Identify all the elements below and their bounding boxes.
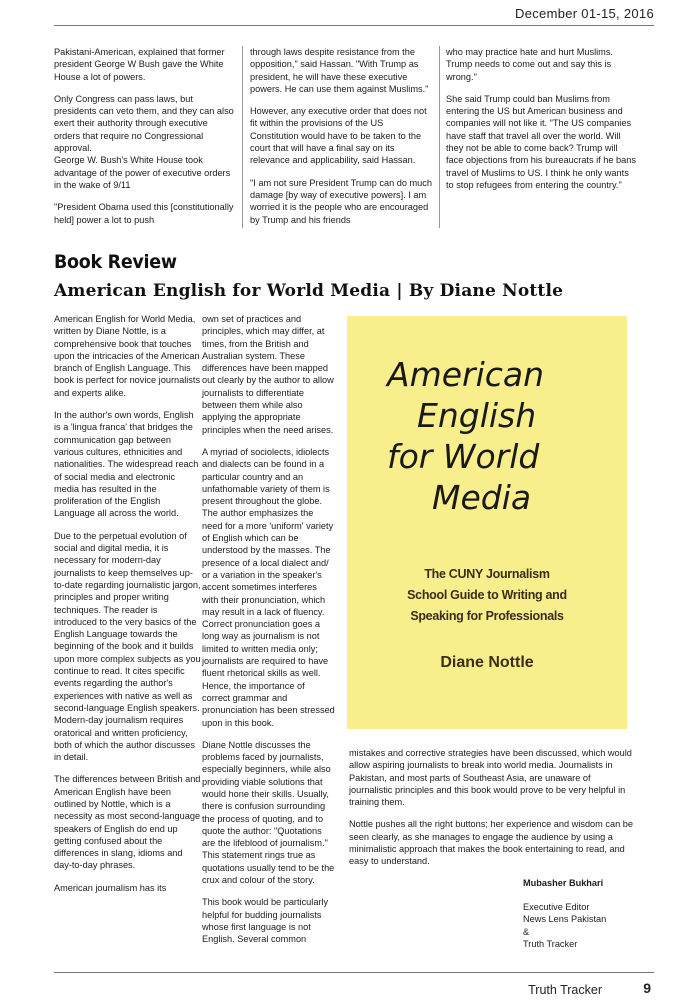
paragraph: Only Congress can pass laws, but presidents can veto them, and they can also exert their authority through executive orders that require no Congressional approval. [54,93,234,154]
issue-date: December 01-15, 2016 [515,6,654,21]
section-label: Book Review [54,251,177,273]
cover-subtitle-line: Speaking for Professionals [410,609,564,623]
top-article-column-2 [250,46,432,236]
paragraph: American journalism has its [54,882,167,893]
cover-title-line: for World [387,437,540,476]
top-article-column-3 [446,46,636,201]
paragraph: This book would be particularly helpful for budding journalists whose first language is not English. Several common [202,897,329,945]
credential-line: Executive Editor [523,902,590,912]
cover-title-line: English [417,396,537,435]
column-divider [242,46,243,228]
paragraph: mistakes and corrective strategies have been discussed, which would allow aspiring journalists to break into world media. Journalists in Pakistan, and most parts of Southeast Asia, are unaware of journalistic principles and this book would prove to be very helpful in training them. [349,748,632,808]
cover-subtitle [347,564,627,627]
paragraph: own set of practices and principles, which may differ, at times, from the British and Australian system. These differences have been mapped out clearly by the author to allow journalists to differentiate between them while also applying the appropriate principles when the need arises. [202,314,334,435]
cover-title [387,354,602,518]
paragraph: A myriad of sociolects, idiolects and dialects can be found in a particular country and an unfathomable variety of them is present throughout the globe. The author emphasizes the need for a more 'uniform' variety of English which can be understood by the masses. The presence of a local dialect and/ or a variation in the speaker's accent sometimes interferes with their pronunciation, which may result in a lack of fluency. Correct pronunciation goes a long way as journalism is not limited to written media only; journalists are required to have fluent rhetorical skills as well. Hence, the importance of correct grammar and pronunciation has been stressed upon in this book. [202,446,335,728]
review-column-1 [54,313,201,904]
credential-line: News Lens Pakistan [523,914,607,925]
book-cover-image [347,316,627,729]
top-article-column-1 [54,46,234,236]
footer-rule [54,972,654,973]
paragraph: Pakistani-American, explained that former president George W Bush gave the White House a lot of powers. [54,47,225,82]
cover-title-line: American [387,355,545,394]
review-column-3 [349,747,636,878]
credential-line: & [523,926,530,937]
column-divider [439,46,440,228]
reviewer-name: Mubasher Bukhari [523,878,604,888]
paragraph: The differences between British and American English have been outlined by Nottle, which is a necessity as most second-language speakers of English do end up getting confused about the differences in slang, idioms and day-to-day phrases. [54,774,201,871]
paragraph: through laws despite resistance from the opposition," said Hassan. "With Trump as president, he will have these executive powers. He can use them against Muslims." [250,47,429,94]
review-title: American English for World Media | By Diane Nottle [54,281,564,301]
paragraph: Due to the perpetual evolution of social and digital media, it is necessary for modern-day journalists to keep themselves up-to-date regarding journalistic jargon, principles and proper writing techniques. The reader is introduced to the very basics of the English Language towards the beginning of the book and it builds upon more complex subjects as you continue to read. It cites specific events regarding the author's experiences with native as well as second-language English speakers. Modern-day journalism requires oratorical and written proficiency, both of which the author discusses in detail. [54,530,201,763]
cover-author: Diane Nottle [440,654,534,671]
paragraph: Diane Nottle discusses the problems faced by journalists, especially beginners, while also providing viable solutions that would hone their skills. Usually, there is confusion surrounding the process of quoting, and to quote the author: "Quotations are the lifeblood of journalism." This statement rings true as quotations usually tend to be the crux and colour of the story. [202,739,335,886]
paragraph: Nottle pushes all the right buttons; her experience and wisdom can be seen clearly, as she manages to engage the audience by using a minimalistic approach that makes the book entertaining to read, and easy to understand. [349,819,633,867]
cover-subtitle-line: The CUNY Journalism [424,567,550,581]
publication-name: Truth Tracker [528,983,602,997]
cover-title-line: Media [432,478,532,517]
credential-line: Truth Tracker [523,938,578,949]
paragraph: George W. Bush's White House took advantage of the power of executive orders in the wake of 9/11 [54,155,231,190]
header-rule [54,25,654,26]
paragraph: She said Trump could ban Muslims from entering the US but American business and companies will not like it. "The US companies have staff that travel all over the world. Will they not be able to come back? Trump will face objections from his bureaucrats if he bans travel of Muslims to US. I think he only wants to stop refugees from entering the country." [446,93,636,190]
paragraph: American English for World Media, written by Diane Nottle, is a comprehensive book that touches upon the intricacies of the American branch of English Language. This book is perfect for novice journalists and experts alike. [54,314,201,398]
reviewer-credentials [523,901,606,950]
paragraph: However, any executive order that does not fit within the provisions of the US Constitution would have to be taken to the court that will have a final say on its relevance and applicability, said Hassan. [250,106,427,166]
paragraph: In the author's own words, English is a 'lingua franca' that bridges the communication gap between various cultures, ethnicities and nationalities. The widespread reach of social media and electronic media has resulted in the proliferation of the English Language all across the world. [54,410,199,519]
page-number: 9 [643,980,651,996]
paragraph: "I am not sure President Trump can do much damage [by way of executive powers]. I am worried it is the people who are encouraged by Trump and his friends [250,177,432,225]
cover-subtitle-line: School Guide to Writing and [407,588,567,602]
review-column-2 [202,313,335,956]
paragraph: "President Obama used this [constitutionally held] power a lot to push [54,202,234,225]
paragraph: who may practice hate and hurt Muslims. Trump needs to come out and say this is wrong." [446,47,613,82]
